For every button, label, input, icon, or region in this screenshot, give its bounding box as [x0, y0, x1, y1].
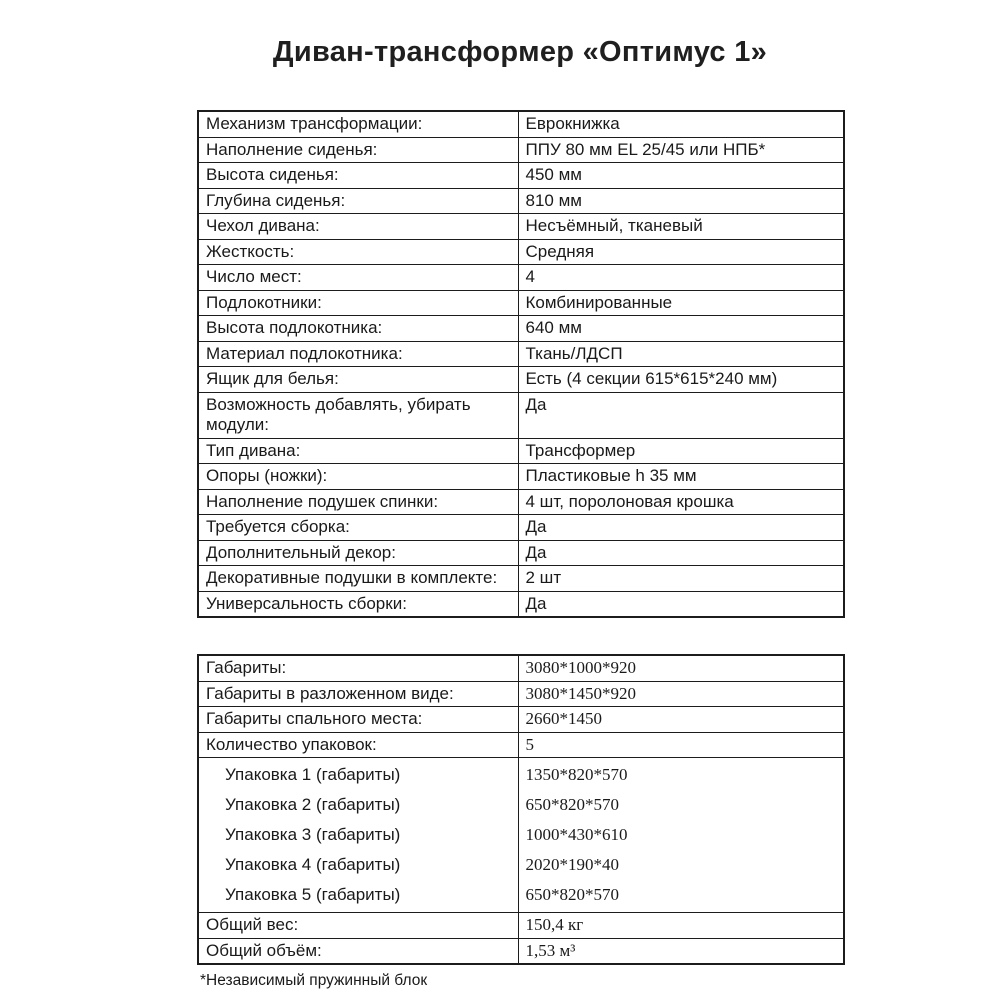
- spec-value: 640 мм: [518, 316, 844, 342]
- spec-label: Универсальность сборки:: [198, 591, 518, 617]
- spec-value: 4: [518, 265, 844, 291]
- spec-value: Ткань/ЛДСП: [518, 341, 844, 367]
- spec-value: Да: [518, 515, 844, 541]
- spec-label: Опоры (ножки):: [198, 464, 518, 490]
- table-row: [198, 188, 844, 214]
- spec-label: Наполнение подушек спинки:: [198, 489, 518, 515]
- package-label: Упаковка 5 (габариты): [225, 885, 401, 904]
- table-row: [198, 163, 844, 189]
- document-content: [197, 0, 843, 990]
- spec-value: ППУ 80 мм EL 25/45 или НПБ*: [518, 137, 844, 163]
- spec-value: 4 шт, поролоновая крошка: [518, 489, 844, 515]
- table-row: [198, 137, 844, 163]
- spec-label: Материал подлокотника:: [198, 341, 518, 367]
- spec-value: Средняя: [518, 239, 844, 265]
- spec-label: Ящик для белья:: [198, 367, 518, 393]
- table-row: [198, 367, 844, 393]
- spec-value: Комбинированные: [518, 290, 844, 316]
- spec-value: Да: [518, 392, 844, 438]
- spec-value: 2 шт: [518, 566, 844, 592]
- spec-value: Пластиковые h 35 мм: [518, 464, 844, 490]
- table-row: [198, 591, 844, 617]
- dim-label: Габариты спального места:: [198, 707, 518, 733]
- table-row: [198, 290, 844, 316]
- table-row: [198, 938, 844, 964]
- spec-value: 810 мм: [518, 188, 844, 214]
- spec-label: Чехол дивана:: [198, 214, 518, 240]
- table-row: [198, 489, 844, 515]
- table-row: [198, 913, 844, 939]
- total-volume-value: 1,53 м³: [518, 938, 844, 964]
- table-row: [198, 341, 844, 367]
- dim-value: 5: [518, 732, 844, 758]
- table-row: [198, 707, 844, 733]
- total-volume-label: Общий объём:: [198, 938, 518, 964]
- spec-label: Высота сиденья:: [198, 163, 518, 189]
- dim-label: Габариты:: [198, 655, 518, 681]
- spec-label: Подлокотники:: [198, 290, 518, 316]
- total-weight-value: 150,4 кг: [518, 913, 844, 939]
- spec-value: Да: [518, 540, 844, 566]
- package-label: Упаковка 3 (габариты): [225, 825, 401, 844]
- dimensions-table: [197, 654, 845, 965]
- spec-label: Число мест:: [198, 265, 518, 291]
- table-row: [198, 265, 844, 291]
- table-row: [198, 515, 844, 541]
- package-value: 650*820*570: [525, 795, 619, 814]
- table-row: [198, 540, 844, 566]
- package-value: 650*820*570: [525, 885, 619, 904]
- packages-row: [198, 758, 844, 913]
- spec-label: Декоративные подушки в комплекте:: [198, 566, 518, 592]
- dim-value: 3080*1450*920: [518, 681, 844, 707]
- table-row: [198, 111, 844, 137]
- table-row: [198, 316, 844, 342]
- spec-label: Высота подлокотника:: [198, 316, 518, 342]
- table-row: [198, 655, 844, 681]
- spec-label: Тип дивана:: [198, 438, 518, 464]
- dim-value: 2660*1450: [518, 707, 844, 733]
- table-row: [198, 681, 844, 707]
- footnote: *Независимый пружинный блок: [200, 972, 428, 989]
- table-row: [198, 392, 844, 438]
- spec-label: Жесткость:: [198, 239, 518, 265]
- dim-value: 3080*1000*920: [518, 655, 844, 681]
- spec-label: Глубина сиденья:: [198, 188, 518, 214]
- spec-value: Трансформер: [518, 438, 844, 464]
- dim-label: Габариты в разложенном виде:: [198, 681, 518, 707]
- dim-label: Количество упаковок:: [198, 732, 518, 758]
- spec-label: Дополнительный декор:: [198, 540, 518, 566]
- total-weight-label: Общий вес:: [198, 913, 518, 939]
- package-label: Упаковка 1 (габариты): [225, 765, 401, 784]
- specs-table: [197, 110, 845, 618]
- package-value: 1350*820*570: [525, 765, 628, 784]
- spec-value: 450 мм: [518, 163, 844, 189]
- spec-value: Еврокнижка: [518, 111, 844, 137]
- package-labels-cell: [198, 758, 518, 913]
- spec-label: Требуется сборка:: [198, 515, 518, 541]
- table-row: [198, 438, 844, 464]
- spec-label: Механизм трансформации:: [198, 111, 518, 137]
- table-row: [198, 239, 844, 265]
- spec-label: Наполнение сиденья:: [198, 137, 518, 163]
- package-label: Упаковка 2 (габариты): [225, 795, 401, 814]
- table-row: [198, 214, 844, 240]
- table-row: [198, 566, 844, 592]
- table-row: [198, 464, 844, 490]
- spec-value: Несъёмный, тканевый: [518, 214, 844, 240]
- table-row: [198, 732, 844, 758]
- package-value: 2020*190*40: [525, 855, 619, 874]
- page-title: Диван-трансформер «Оптимус 1»: [272, 36, 768, 68]
- package-values-cell: [518, 758, 844, 913]
- package-label: Упаковка 4 (габариты): [225, 855, 401, 874]
- package-value: 1000*430*610: [525, 825, 628, 844]
- spec-label: Возможность добавлять, убирать модули:: [198, 392, 518, 438]
- spec-value: Есть (4 секции 615*615*240 мм): [518, 367, 844, 393]
- spec-value: Да: [518, 591, 844, 617]
